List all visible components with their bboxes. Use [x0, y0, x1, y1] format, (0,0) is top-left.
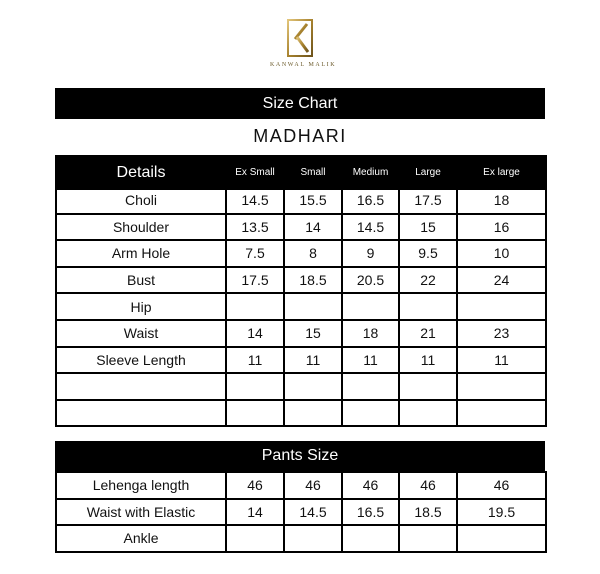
measurement-value: 46	[342, 472, 399, 499]
measurement-value: 15	[399, 214, 457, 241]
table-row	[56, 499, 546, 526]
measurement-value	[457, 525, 546, 552]
table-row	[56, 214, 546, 241]
measurement-value: 14	[226, 499, 284, 526]
measurement-label: Sleeve Length	[56, 347, 226, 374]
size-header-ex-small: Ex Small	[226, 156, 284, 189]
measurement-value: 16.5	[342, 499, 399, 526]
measurement-value: 16	[457, 214, 546, 241]
measurement-value: 11	[342, 347, 399, 374]
measurement-value: 22	[399, 267, 457, 294]
measurement-value: 9	[342, 240, 399, 267]
size-chart-title: Size Chart	[55, 88, 545, 119]
table-row	[56, 320, 546, 347]
measurement-label: Waist with Elastic	[56, 499, 226, 526]
measurement-value	[284, 373, 342, 400]
measurement-value: 17.5	[226, 267, 284, 294]
measurement-value: 18	[457, 187, 546, 214]
measurement-value: 20.5	[342, 267, 399, 294]
measurement-value	[399, 525, 457, 552]
pants-size-table	[55, 471, 547, 553]
table-row	[56, 293, 546, 320]
measurement-value	[399, 293, 457, 320]
measurement-value: 15.5	[284, 187, 342, 214]
table-row	[56, 267, 546, 294]
measurement-value: 21	[399, 320, 457, 347]
brand-name: KANWAL MALIK	[270, 62, 337, 68]
measurement-value	[284, 293, 342, 320]
product-name: MADHARI	[253, 126, 347, 146]
measurement-label: Bust	[56, 267, 226, 294]
measurement-value: 7.5	[226, 240, 284, 267]
measurement-value: 11	[284, 347, 342, 374]
measurement-value	[457, 293, 546, 320]
table-row	[56, 240, 546, 267]
measurement-value	[226, 525, 284, 552]
measurement-value: 46	[399, 472, 457, 499]
pants-size-title: Pants Size	[55, 441, 545, 471]
measurement-value: 13.5	[226, 214, 284, 241]
brand-logo	[270, 18, 337, 72]
measurement-value: 14.5	[226, 187, 284, 214]
measurement-value: 24	[457, 267, 546, 294]
measurement-label: Ankle	[56, 525, 226, 552]
measurement-value: 14	[284, 214, 342, 241]
measurement-value: 14	[226, 320, 284, 347]
measurement-value: 19.5	[457, 499, 546, 526]
measurement-value	[457, 373, 546, 400]
size-table	[55, 186, 547, 427]
measurement-value: 18	[342, 320, 399, 347]
measurement-value	[284, 525, 342, 552]
k-monogram-icon	[286, 18, 314, 58]
size-header-small: Small	[284, 156, 342, 189]
measurement-value	[399, 373, 457, 400]
measurement-value: 11	[457, 347, 546, 374]
size-header-ex-large: Ex large	[457, 156, 546, 189]
measurement-value	[342, 373, 399, 400]
size-header-row	[55, 155, 547, 190]
measurement-value: 14.5	[342, 214, 399, 241]
measurement-label: Shoulder	[56, 214, 226, 241]
measurement-value: 9.5	[399, 240, 457, 267]
measurement-value: 46	[457, 472, 546, 499]
measurement-value	[342, 400, 399, 427]
measurement-value	[226, 293, 284, 320]
measurement-value: 11	[226, 347, 284, 374]
measurement-value: 18.5	[399, 499, 457, 526]
measurement-label: Arm Hole	[56, 240, 226, 267]
measurement-value	[284, 400, 342, 427]
measurement-value	[399, 400, 457, 427]
measurement-value	[226, 373, 284, 400]
measurement-value	[342, 293, 399, 320]
table-row	[56, 347, 546, 374]
measurement-value: 17.5	[399, 187, 457, 214]
details-header: Details	[56, 156, 226, 189]
measurement-label: Hip	[56, 293, 226, 320]
size-header-medium: Medium	[342, 156, 399, 189]
measurement-value: 11	[399, 347, 457, 374]
measurement-value: 16.5	[342, 187, 399, 214]
measurement-value: 18.5	[284, 267, 342, 294]
measurement-label	[56, 400, 226, 427]
table-row	[56, 187, 546, 214]
measurement-value	[457, 400, 546, 427]
table-row	[56, 400, 546, 427]
measurement-label: Choli	[56, 187, 226, 214]
measurement-value: 46	[226, 472, 284, 499]
table-row	[56, 472, 546, 499]
table-row	[56, 525, 546, 552]
measurement-value: 8	[284, 240, 342, 267]
measurement-value	[226, 400, 284, 427]
measurement-value: 46	[284, 472, 342, 499]
measurement-label: Lehenga length	[56, 472, 226, 499]
measurement-label	[56, 373, 226, 400]
table-row	[56, 373, 546, 400]
measurement-label: Waist	[56, 320, 226, 347]
measurement-value: 23	[457, 320, 546, 347]
measurement-value: 15	[284, 320, 342, 347]
measurement-value: 10	[457, 240, 546, 267]
size-header-large: Large	[399, 156, 457, 189]
measurement-value	[342, 525, 399, 552]
measurement-value: 14.5	[284, 499, 342, 526]
